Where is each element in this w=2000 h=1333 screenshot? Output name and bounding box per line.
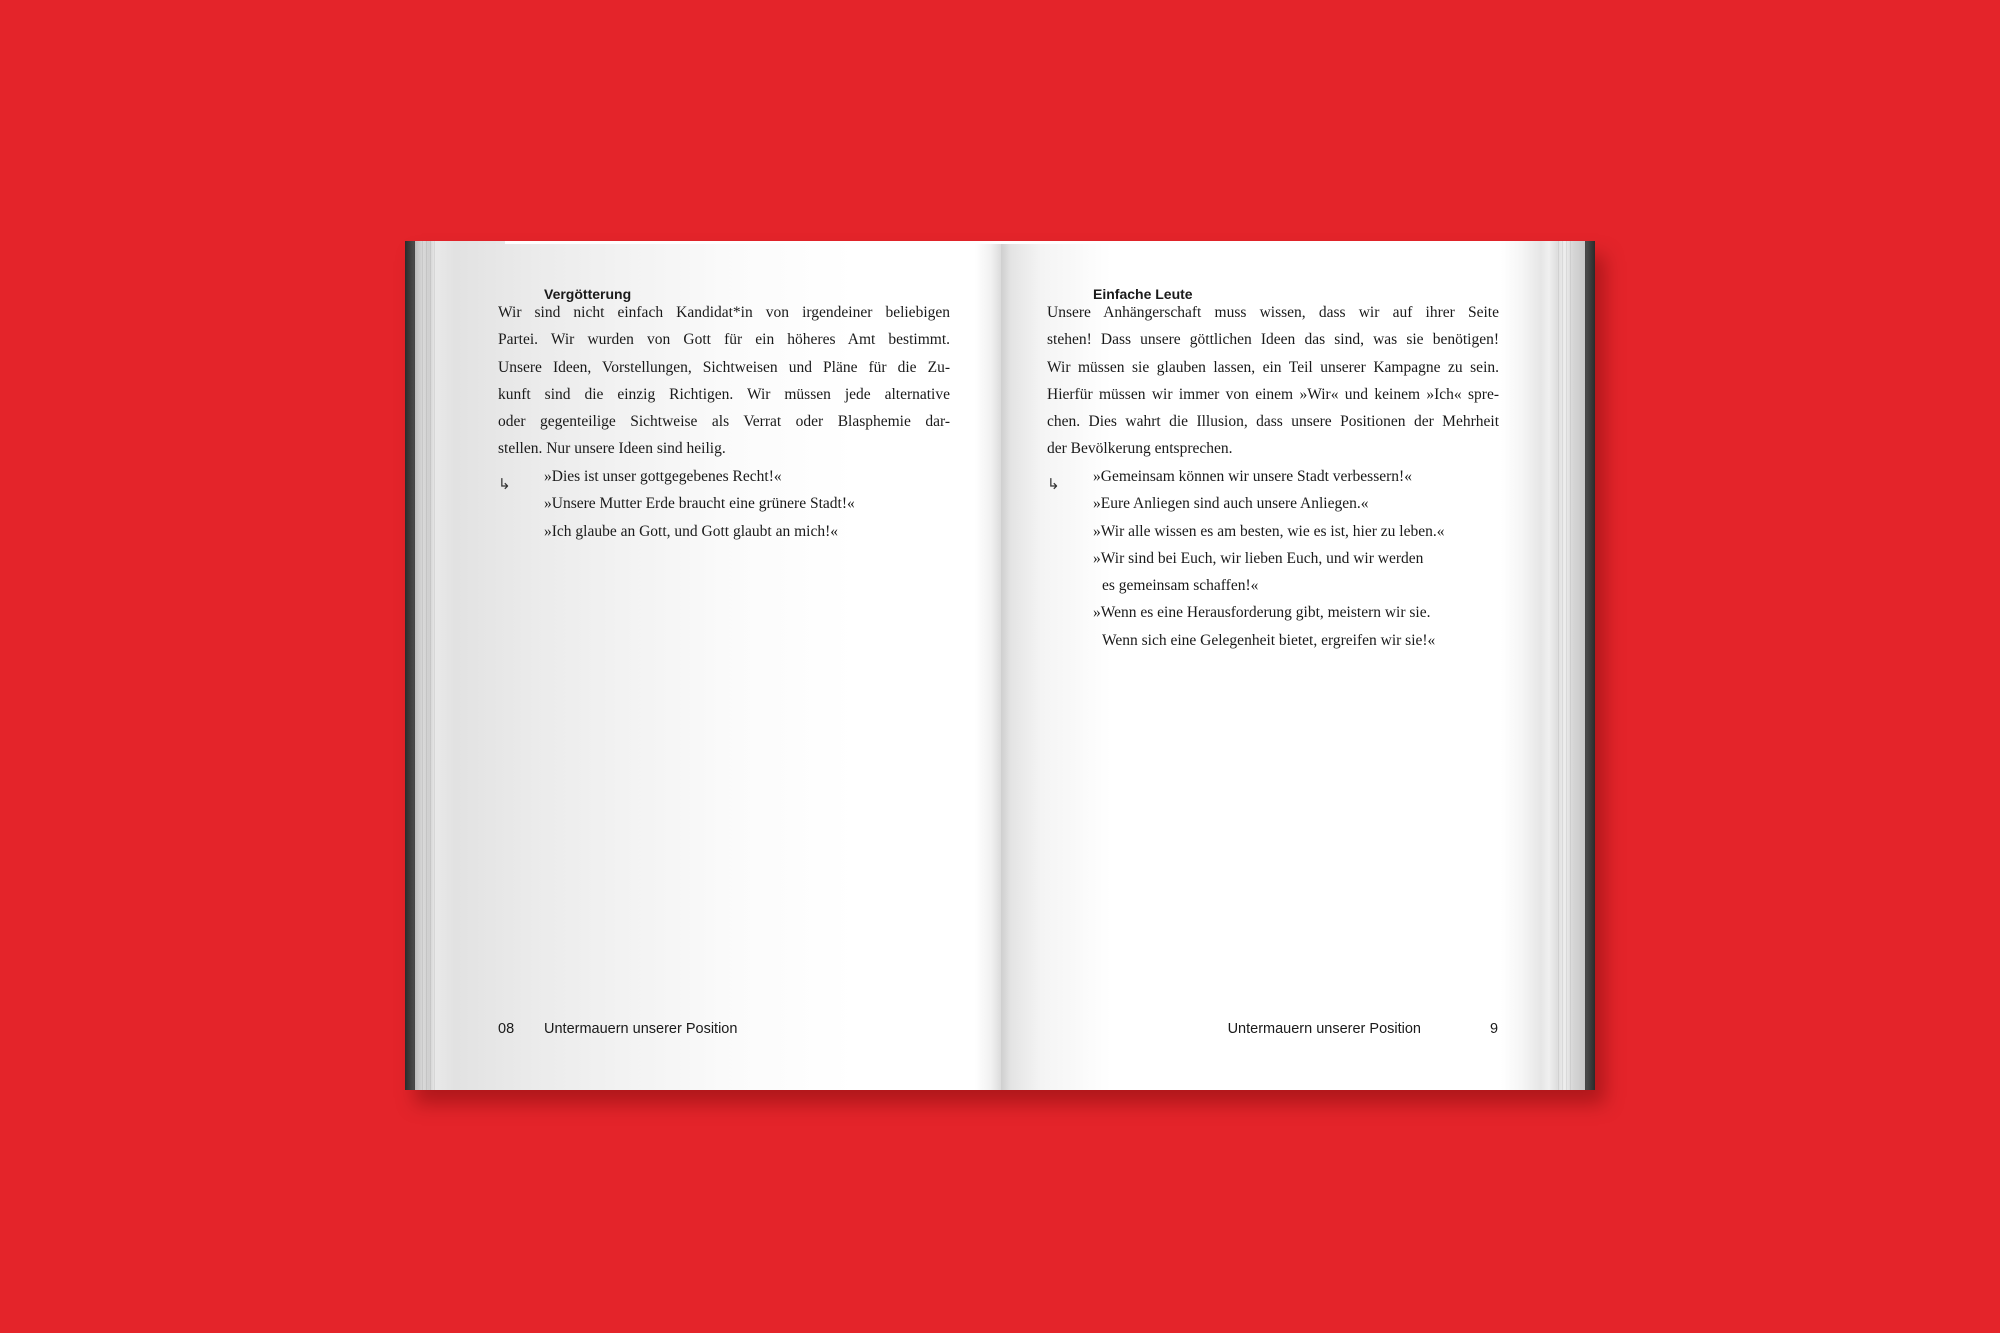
quote-line: »Unsere Mutter Erde braucht eine grünere Stadt!« xyxy=(544,495,855,513)
left-page-number: 08 xyxy=(498,1021,515,1037)
right-page xyxy=(1001,241,1585,1090)
quote-line: »Ich glaube an Gott, und Gott glaubt an mich!« xyxy=(544,522,839,540)
arrow-icon: ↳ xyxy=(1047,475,1060,493)
arrow-icon: ↳ xyxy=(498,475,511,493)
paragraph-line: Unsere Ideen, Vorstellungen, Sichtweisen und Pläne für die Zu- xyxy=(498,358,950,376)
paragraph-line: oder gegenteilige Sichtweise als Verrat oder Blasphemie dar- xyxy=(498,413,950,431)
paragraph-line: der Bevölkerung entsprechen. xyxy=(1047,440,1233,458)
left-page-edges xyxy=(419,241,437,1090)
right-page-number: 9 xyxy=(1490,1021,1499,1037)
paragraph-line: stehen! Dass unsere göttlichen Ideen das sind, was sie benötigen! xyxy=(1047,331,1499,349)
paragraph-line: Wir müssen sie glauben lassen, ein Teil unserer Kampagne zu sein. xyxy=(1047,358,1499,376)
quote-line: »Wenn es eine Herausforderung gibt, meistern wir sie. xyxy=(1093,604,1431,622)
paragraph-line: Partei. Wir wurden von Gott für ein höheres Amt bestimmt. xyxy=(498,331,950,349)
quote-line: »Wir alle wissen es am besten, wie es ist, hier zu leben.« xyxy=(1093,522,1445,540)
right-page-paragraph xyxy=(1047,299,1499,463)
right-page-quotes xyxy=(1093,463,1444,654)
quote-line: es gemeinsam schaffen!« xyxy=(1102,577,1259,595)
left-page-top-strip xyxy=(505,241,1001,244)
paragraph-line: Hierfür müssen wir immer von einem »Wir« und keinem »Ich« spre- xyxy=(1047,385,1499,403)
paragraph-line: kunft sind die einzig Richtigen. Wir müssen jede alternative xyxy=(498,385,950,403)
quote-line: »Gemeinsam können wir unsere Stadt verbessern!« xyxy=(1093,468,1412,485)
left-page-paragraph xyxy=(498,299,950,463)
right-running-title: Untermauern unserer Position xyxy=(1227,1021,1421,1037)
left-running-title: Untermauern unserer Position xyxy=(544,1021,738,1037)
quote-line: Wenn sich eine Gelegenheit bietet, ergreifen wir sie!« xyxy=(1102,631,1436,649)
paragraph-line: Unsere Anhängerschaft muss wissen, dass wir auf ihrer Seite xyxy=(1047,304,1499,321)
quote-line: »Wir sind bei Euch, wir lieben Euch, und wir werden xyxy=(1093,549,1424,567)
right-page-top-strip xyxy=(1001,241,1497,244)
left-page-heading: Vergötterung xyxy=(544,286,632,302)
left-page-quotes xyxy=(544,463,855,545)
paragraph-line: chen. Dies wahrt die Illusion, dass unsere Positionen der Mehrheit xyxy=(1047,413,1499,431)
right-page-edges xyxy=(1555,241,1573,1090)
paragraph-line: Wir sind nicht einfach Kandidat*in von irgendeiner beliebigen xyxy=(498,304,950,321)
open-book xyxy=(405,241,1595,1090)
quote-line: »Eure Anliegen sind auch unsere Anliegen.« xyxy=(1093,495,1369,513)
quote-line: »Dies ist unser gottgegebenes Recht!« xyxy=(544,468,782,485)
left-page xyxy=(415,241,1001,1090)
right-page-heading: Einfache Leute xyxy=(1093,286,1193,302)
paragraph-line: stellen. Nur unsere Ideen sind heilig. xyxy=(498,440,726,458)
